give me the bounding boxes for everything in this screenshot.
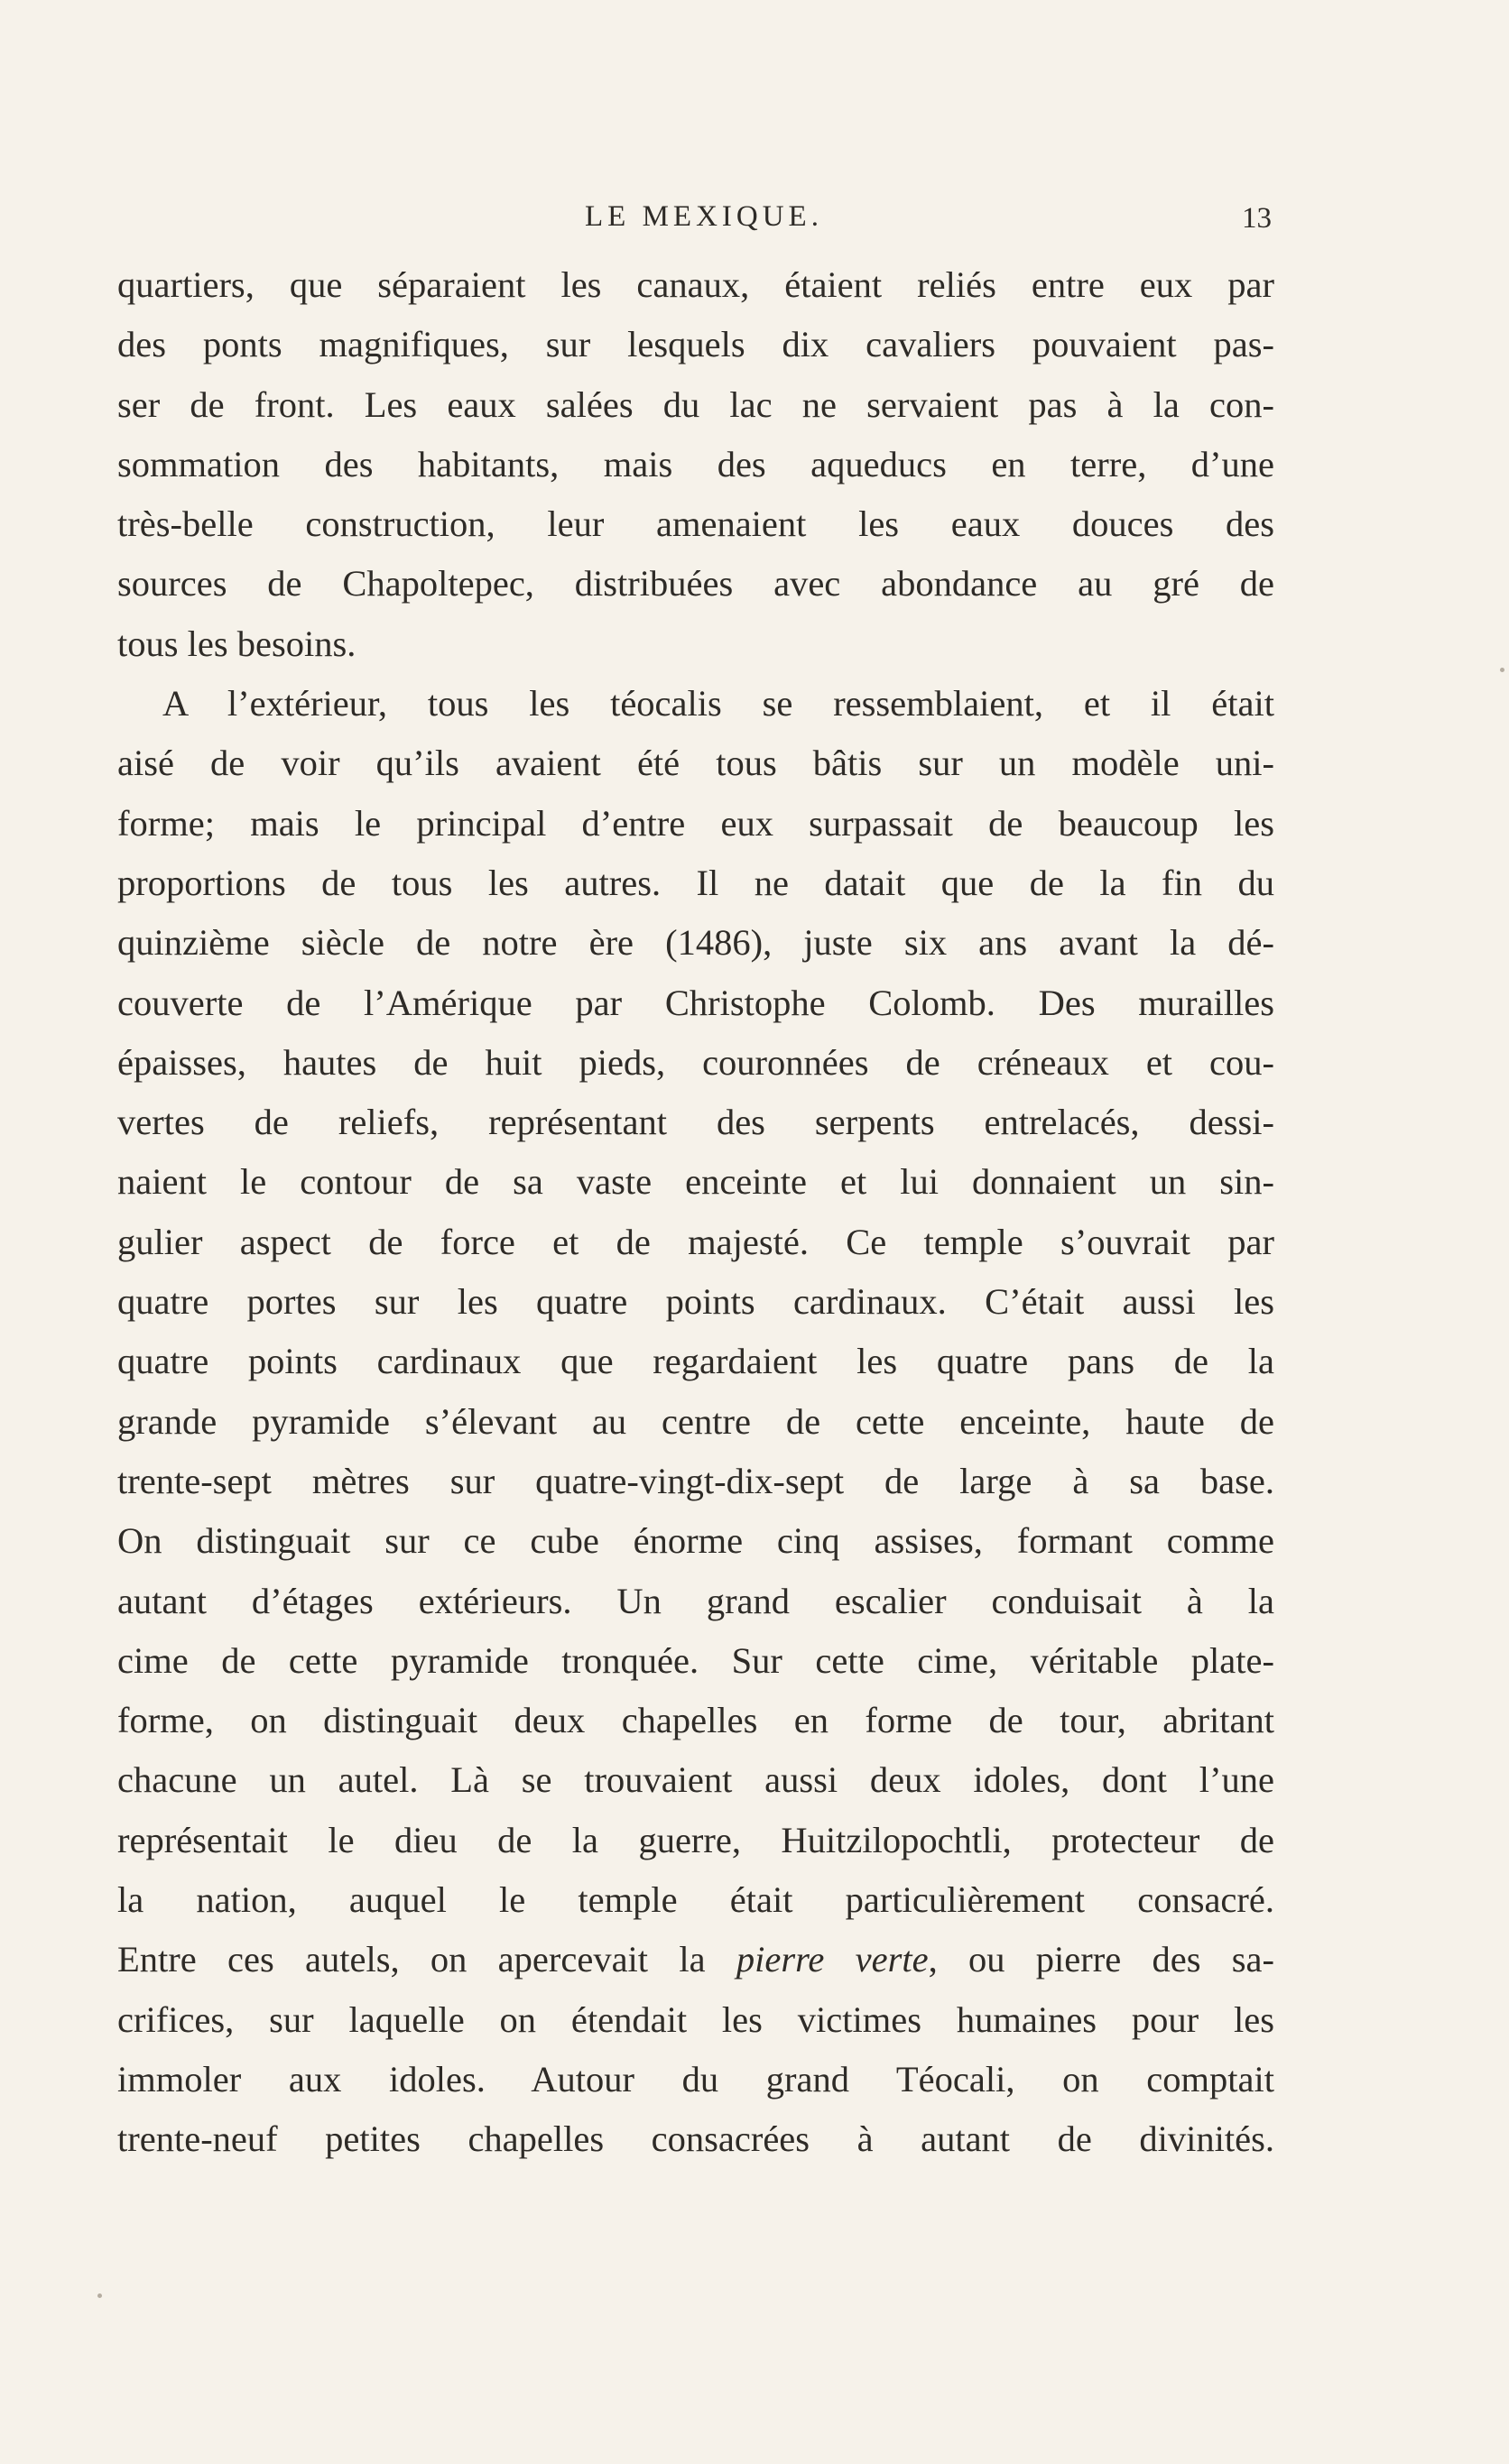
paper-speck [1500,668,1504,672]
text-line: immoler aux idoles. Autour du grand Téocali, on comptait [117,2058,1274,2099]
text-line: sommation des habitants, mais des aqueducs en terre, d’une [117,443,1274,484]
text-line: vertes de reliefs, représentant des serpents entrelacés, dessi- [117,1102,1274,1143]
text-line: naient le contour de sa vaste enceinte et lui donnaient un sin- [117,1161,1274,1203]
text-line: gulier aspect de force et de majesté. Ce temple s’ouvrait par [117,1221,1274,1262]
text-line: chacune un autel. Là se trouvaient aussi deux idoles, dont l’une [117,1759,1274,1801]
text-line: très-belle construction, leur amenaient les eaux douces des [117,503,1274,545]
text-line: tous les besoins. [117,623,356,664]
text-line: trente-sept mètres sur quatre-vingt-dix-sept de large à sa base. [117,1460,1274,1501]
text-segment: , ou pierre des sa- [928,1939,1275,1980]
text-line: On distinguait sur ce cube énorme cinq assises, formant comme [117,1520,1274,1562]
text-line: forme, on distinguait deux chapelles en forme de tour, abritant [117,1700,1274,1741]
text-line: sources de Chapoltepec, distribuées avec abondance au gré de [117,563,1274,604]
text-line: quartiers, que séparaient les canaux, étaient reliés entre eux par [117,264,1274,305]
text-line-with-italic [117,1930,1274,1989]
text-line: aisé de voir qu’ils avaient été tous bâtis sur un modèle uni- [117,743,1274,784]
text-line: la nation, auquel le temple était particulièrement consacré. [117,1879,1274,1921]
text-line: quatre portes sur les quatre points cardinaux. C’était aussi les [117,1281,1274,1323]
text-line: autant d’étages extérieurs. Un grand escalier conduisait à la [117,1580,1274,1621]
running-head [0,200,1509,245]
text-line: épaisses, hautes de huit pieds, couronnées de créneaux et cou- [117,1041,1274,1083]
text-line: couverte de l’Amérique par Christophe Colomb. Des murailles [117,982,1274,1023]
text-line: ser de front. Les eaux salées du lac ne servaient pas à la con- [117,383,1274,425]
text-line: forme; mais le principal d’entre eux surpassait de beaucoup les [117,802,1274,844]
text-line: proportions de tous les autres. Il ne datait que de la fin du [117,862,1274,903]
text-line: trente-neuf petites chapelles consacrées à autant de divinités. [117,2118,1274,2160]
text-line: quatre points cardinaux que regardaient les quatre pans de la [117,1341,1274,1382]
text-segment: Entre ces autels, on apercevait la [117,1939,736,1980]
text-line: crifices, sur laquelle on étendait les victimes humaines pour les [117,1998,1274,2040]
paper-speck [97,2293,102,2298]
text-line: cime de cette pyramide tronquée. Sur cette cime, véritable plate- [117,1639,1274,1681]
page-number: 13 [1242,202,1272,235]
body-text [117,255,1274,2170]
text-line: A l’extérieur, tous les téocalis se ressemblaient, et il était [162,683,1274,724]
italic-term: pierre verte [736,1939,929,1980]
text-line: représentait le dieu de la guerre, Huitzilopochtli, protecteur de [117,1819,1274,1860]
text-line: des ponts magnifiques, sur lesquels dix cavaliers pouvaient pas- [117,324,1274,365]
text-line: quinzième siècle de notre ère (1486), juste six ans avant la dé- [117,922,1274,964]
text-line: grande pyramide s’élevant au centre de cette enceinte, haute de [117,1400,1274,1442]
running-title: LE MEXIQUE. [585,200,823,233]
